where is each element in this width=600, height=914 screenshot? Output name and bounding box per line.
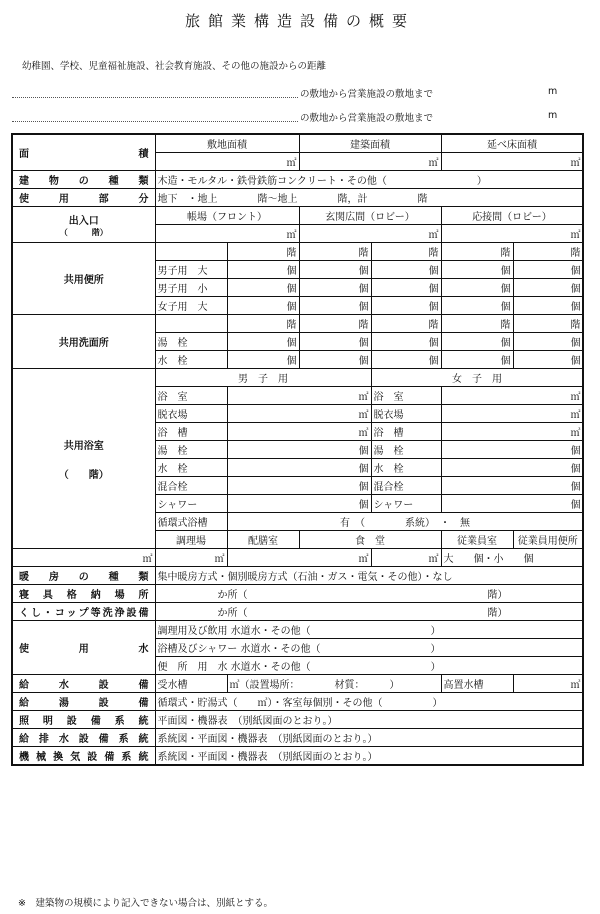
bath-female-row: 湯 栓 (371, 441, 441, 459)
toilet-floor-5[interactable]: 階 (513, 243, 583, 261)
ventilation-label: 機械換気設備系統 (12, 747, 155, 766)
front-desk-area[interactable]: ㎡ (155, 225, 299, 243)
washroom-count[interactable]: 個 (227, 351, 299, 369)
reception-area[interactable]: ㎡ (441, 225, 583, 243)
serving-area[interactable]: ㎡ (155, 549, 227, 567)
washroom-count[interactable]: 個 (371, 351, 441, 369)
entrance-label-cell (12, 207, 155, 243)
bath-female-row: 脱衣場 (371, 405, 441, 423)
entrance-label: 出入口 (68, 215, 99, 227)
toilet-count[interactable]: 個 (371, 297, 441, 315)
entrance-floor[interactable]: （ 階） (59, 227, 108, 237)
staff-room-header: 従業員室 (441, 531, 513, 549)
cup-wash-value: か所（ 階） (217, 608, 508, 619)
serving-header: 配膳室 (227, 531, 299, 549)
toilet-row-label: 女子用 大 (155, 297, 227, 315)
bath-male-row: シャワー (155, 495, 227, 513)
bath-male-row: 湯 栓 (155, 441, 227, 459)
area-label: 面 積 (12, 134, 155, 171)
site-area-header: 敷地面積 (155, 134, 299, 153)
washroom-count[interactable]: 個 (227, 333, 299, 351)
dining-header: 食 堂 (299, 531, 441, 549)
bath-male-value[interactable]: ㎡ (227, 405, 371, 423)
toilet-count[interactable]: 個 (299, 261, 371, 279)
structure-options[interactable]: 木造・モルタル・鉄骨鉄筋コンクリート・その他（ ） (155, 171, 583, 189)
toilet-row-label: 男子用 小 (155, 279, 227, 297)
toilet-count[interactable]: 個 (227, 297, 299, 315)
washroom-floor[interactable]: 階 (371, 315, 441, 333)
lighting-label: 照明設備系統 (12, 711, 155, 729)
bath-floor[interactable]: （ 階） (58, 469, 109, 481)
washroom-row-label: 湯 栓 (155, 333, 227, 351)
toilet-label: 共用便所 (12, 243, 155, 315)
toilet-count[interactable]: 個 (371, 279, 441, 297)
toilet-count[interactable]: 個 (513, 279, 583, 297)
toilet-floor-3[interactable]: 階 (371, 243, 441, 261)
cup-wash-locations[interactable] (155, 603, 583, 621)
washroom-floor[interactable]: 階 (299, 315, 371, 333)
drainage-label: 給排水設備系統 (12, 729, 155, 747)
distance-line-2: の敷地から営業施設の敷地まで (300, 113, 434, 124)
lighting-value[interactable]: 平面図・機器表 （別紙図面のとおり。） (155, 711, 583, 729)
kitchen-header: 調理場 (155, 531, 227, 549)
washroom-count[interactable]: 個 (441, 333, 513, 351)
floor-area-input[interactable]: ㎡ (441, 153, 583, 171)
bath-male-row: 混合栓 (155, 477, 227, 495)
distance-blank-1[interactable] (12, 97, 298, 98)
building-area-input[interactable]: ㎡ (299, 153, 441, 171)
elevated-tank-label: 高置水槽 (441, 675, 513, 693)
distance-unit-2: m (548, 110, 558, 121)
reception-header: 応接間（ロビー） (441, 207, 583, 225)
bath-label: 共用浴室 (63, 440, 104, 452)
drainage-value[interactable]: 系統図・平面図・機器表 （別紙図面のとおり。） (155, 729, 583, 747)
bath-female-row: 浴 室 (371, 387, 441, 405)
receiving-tank-label: 受水槽 (155, 675, 227, 693)
heating-label: 暖房の種類 (12, 567, 155, 585)
dining-area[interactable]: ㎡ (227, 549, 371, 567)
water-use-cooking[interactable]: 調理用及び飲用 水道水・その他（ ） (155, 621, 583, 639)
bath-female-value[interactable]: 個 (441, 495, 583, 513)
washroom-count[interactable]: 個 (441, 351, 513, 369)
washroom-count[interactable]: 個 (513, 333, 583, 351)
bedding-value: か所（ 階） (217, 590, 508, 601)
building-area-header: 建築面積 (299, 134, 441, 153)
lobby-area[interactable]: ㎡ (299, 225, 441, 243)
washroom-count[interactable]: 個 (299, 351, 371, 369)
hot-water-label: 給湯設備 (12, 693, 155, 711)
washroom-row-label: 水 栓 (155, 351, 227, 369)
bath-male-value[interactable]: 個 (227, 495, 371, 513)
washroom-count[interactable]: 個 (371, 333, 441, 351)
floor-area-header: 延べ床面積 (441, 134, 583, 153)
bath-male-row: 浴 槽 (155, 423, 227, 441)
washroom-floor[interactable]: 階 (513, 315, 583, 333)
bath-male-row: 水 栓 (155, 459, 227, 477)
bath-male-value[interactable]: 個 (227, 459, 371, 477)
water-use-label: 使 用 水 (12, 621, 155, 675)
bedding-locations[interactable] (155, 585, 583, 603)
bath-female-value[interactable]: 個 (441, 477, 583, 495)
toilet-count[interactable]: 個 (441, 261, 513, 279)
toilet-count[interactable]: 個 (227, 261, 299, 279)
bath-female-value[interactable]: ㎡ (441, 387, 583, 405)
receiving-tank-detail[interactable]: ㎥（設置場所： 材質： ） (227, 675, 441, 693)
toilet-count[interactable]: 個 (299, 279, 371, 297)
toilet-floor-4[interactable]: 階 (441, 243, 513, 261)
washroom-count[interactable]: 個 (513, 351, 583, 369)
staff-toilet-count[interactable]: 大 個・小 個 (441, 549, 583, 567)
bath-female-value[interactable]: ㎡ (441, 405, 583, 423)
toilet-floor-2[interactable]: 階 (299, 243, 371, 261)
heating-options[interactable]: 集中暖房方式・個別暖房方式（石油・ガス・電気・その他）・なし (155, 567, 583, 585)
washroom-floor[interactable]: 階 (441, 315, 513, 333)
water-supply-label: 給水設備 (12, 675, 155, 693)
lobby-header: 玄関広間（ロビー） (299, 207, 441, 225)
toilet-floor-1[interactable]: 階 (227, 243, 299, 261)
hot-water-options[interactable]: 循環式・貯湯式（ ㎥）・客室毎個別・その他（ ） (155, 693, 583, 711)
bath-female-row: 浴 槽 (371, 423, 441, 441)
footnote: ※ 建築物の規模により記入できない場合は、別紙とする。 (18, 898, 273, 909)
toilet-count[interactable]: 個 (299, 297, 371, 315)
distance-line-1: の敷地から営業施設の敷地まで (300, 89, 434, 100)
bath-male-row: 浴 室 (155, 387, 227, 405)
usage-floors[interactable]: 地下 ・地上 階〜地上 階，計 階 (155, 189, 583, 207)
toilet-row-label: 男子用 大 (155, 261, 227, 279)
circulation-label: 循環式浴槽 (155, 513, 227, 531)
bath-male-row: 脱衣場 (155, 405, 227, 423)
bath-female-row: 混合栓 (371, 477, 441, 495)
bath-male-value[interactable]: ㎡ (227, 387, 371, 405)
washroom-floor[interactable]: 階 (227, 315, 299, 333)
bath-female-row: シャワー (371, 495, 441, 513)
water-use-bath[interactable]: 浴槽及びシャワー 水道水・その他（ ） (155, 639, 583, 657)
distance-unit-1: m (548, 86, 558, 97)
water-use-toilet[interactable]: 便 所 用 水 水道水・その他（ ） (155, 657, 583, 675)
toilet-count[interactable]: 個 (513, 261, 583, 279)
bedding-label: 寝具格納場所 (12, 585, 155, 603)
bath-male-value[interactable]: 個 (227, 477, 371, 495)
bath-male-value[interactable]: 個 (227, 441, 371, 459)
bath-female-header: 女 子 用 (371, 369, 583, 387)
washroom-label: 共用洗面所 (12, 315, 155, 369)
usage-label: 使用部分 (12, 189, 155, 207)
front-desk-header: 帳場（フロント） (155, 207, 299, 225)
bath-male-value[interactable]: ㎥ (227, 423, 371, 441)
ventilation-value[interactable]: 系統図・平面図・機器表 （別紙図面のとおり。） (155, 747, 583, 766)
circulation-options[interactable]: 有 （ 系統） ・ 無 (227, 513, 583, 531)
kitchen-area[interactable]: ㎡ (12, 549, 155, 567)
elevated-tank-volume[interactable]: ㎥ (513, 675, 583, 693)
toilet-count[interactable]: 個 (441, 297, 513, 315)
bath-label-cell (12, 369, 155, 549)
toilet-count[interactable]: 個 (371, 261, 441, 279)
toilet-count[interactable]: 個 (227, 279, 299, 297)
staff-room-area[interactable]: ㎡ (371, 549, 441, 567)
toilet-count[interactable]: 個 (513, 297, 583, 315)
cup-wash-label: くし・コップ等洗浄設備 (12, 603, 155, 621)
facility-form-table (11, 133, 584, 766)
site-area-input[interactable]: ㎡ (155, 153, 299, 171)
staff-toilet-header: 従業員用便所 (513, 531, 583, 549)
page-title: 旅館業構造設備の概要 (184, 12, 415, 30)
distance-intro: 幼稚園、学校、児童福祉施設、社会教育施設、その他の施設からの距離 (22, 61, 327, 72)
washroom-count[interactable]: 個 (299, 333, 371, 351)
bath-female-value[interactable]: ㎥ (441, 423, 583, 441)
toilet-count[interactable]: 個 (441, 279, 513, 297)
bath-male-header: 男 子 用 (155, 369, 371, 387)
structure-label: 建物の種類 (12, 171, 155, 189)
distance-blank-2[interactable] (12, 121, 298, 122)
bath-female-row: 水 栓 (371, 459, 441, 477)
bath-female-value[interactable]: 個 (441, 459, 583, 477)
bath-female-value[interactable]: 個 (441, 441, 583, 459)
